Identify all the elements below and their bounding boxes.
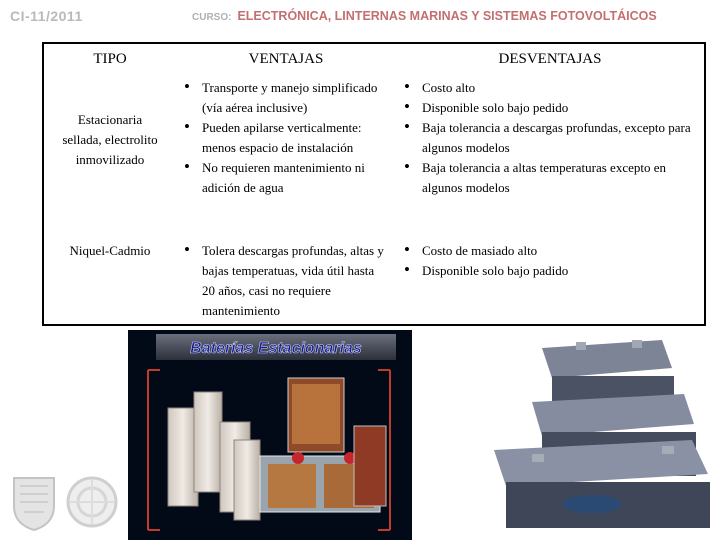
desventajas-cell (396, 74, 704, 237)
ventajas-cell (176, 74, 396, 237)
ventajas-cell (176, 237, 396, 321)
list-item: • Baja tolerancia a altas temperaturas excepto en algunos modelos (396, 158, 698, 198)
banner-text: Baterías Estacionarias (190, 340, 362, 357)
course-label: CURSO: (192, 12, 232, 23)
list-item: • No requieren mantenimiento ni adición de agua (176, 158, 388, 198)
course-title-line (192, 9, 657, 23)
tipo-line: Estacionaria (77, 112, 143, 127)
list-item: • Costo alto (396, 78, 698, 98)
battery-bottom (494, 440, 710, 528)
desventajas-cell (396, 237, 704, 321)
desventajas-list (396, 78, 698, 198)
header-desventajas: DESVENTAJAS (498, 50, 602, 67)
list-item: • Tolera descargas profundas, altas y bajas temperatuas, vida útil hasta 20 años, casi no requiere mantenimiento (176, 241, 388, 321)
list-item: • Pueden apilarse verticalmente: menos espacio de instalación (176, 118, 388, 158)
institution-seal-icon (64, 474, 120, 530)
list-item: • Baja tolerancia a descargas profundas, excepto para algunos modelos (396, 118, 698, 158)
list-item: • Costo de masiado alto (396, 241, 698, 261)
open-rack-cells (260, 378, 386, 512)
tipo-cell (44, 237, 176, 321)
table-header-row (44, 44, 704, 74)
tipo-line: inmovilizado (75, 152, 145, 167)
stationary-batteries-illustration (128, 330, 412, 540)
white-cells (168, 392, 260, 520)
slide-header (0, 0, 720, 32)
list-item: • Disponible solo bajo pedido (396, 98, 698, 118)
desventajas-list (396, 241, 698, 281)
list-item: • Disponible solo bajo padido (396, 261, 698, 281)
table-row (44, 237, 704, 321)
university-crest-icon (8, 472, 60, 532)
ventajas-list (176, 78, 388, 198)
table-row (44, 74, 704, 237)
course-code: CI-11/2011 (10, 8, 83, 24)
header-tipo: TIPO (93, 50, 127, 67)
header-ventajas: VENTAJAS (248, 50, 324, 67)
comparison-table (44, 44, 704, 321)
course-title: ELECTRÓNICA, LINTERNAS MARINAS Y SISTEMAS FOTOVOLTÁICOS (237, 9, 657, 23)
tipo-cell (44, 74, 176, 237)
stationary-batteries-photo (128, 330, 412, 540)
list-item: • Transporte y manejo simplificado (vía aérea inclusive) (176, 78, 388, 118)
sealed-batteries-photo (472, 328, 720, 540)
tipo-line: Niquel-Cadmio (69, 243, 151, 258)
ventajas-list (176, 241, 388, 321)
sealed-batteries-illustration (472, 328, 720, 540)
tipo-line: sellada, electrolito (62, 132, 158, 147)
comparison-table-frame (42, 42, 706, 326)
